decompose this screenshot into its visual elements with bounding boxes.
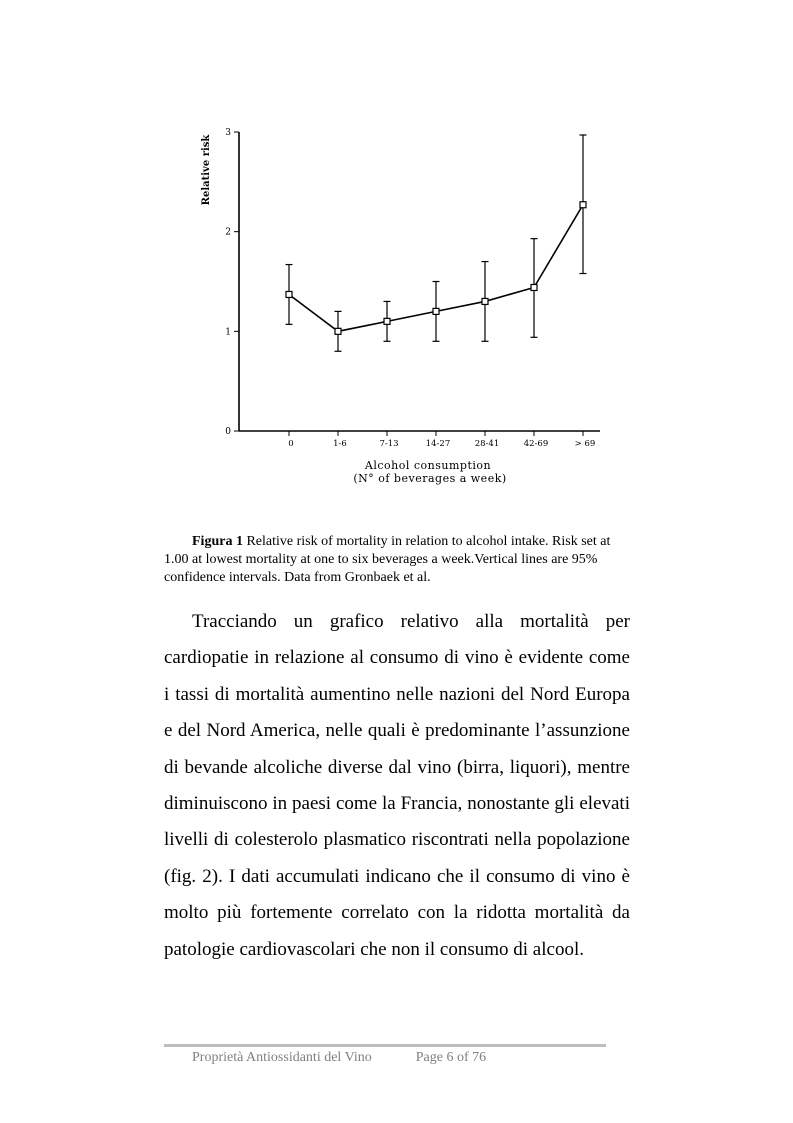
- x-tick-label: 0: [288, 439, 294, 449]
- data-point: [433, 308, 439, 314]
- y-tick-label: 3: [225, 128, 231, 138]
- x-tick-label: > 69: [574, 439, 596, 449]
- figure-1-chart: [190, 120, 610, 500]
- footer-divider: [164, 1044, 606, 1047]
- footer-document-title: Proprietà Antiossidanti del Vino: [192, 1050, 372, 1065]
- y-tick-label: 2: [225, 227, 231, 238]
- body-paragraph-text: Tracciando un grafico relativo alla mortalità per cardiopatie in relazione al consumo di vino è evidente come i tassi di mortalità aumentino nelle nazioni del Nord Europa e del Nord America, nelle quali è predominante l’assunzione di bevande alcoliche diverse dal vino (birra, liquori), mentre diminuiscono in paesi come la Francia, nonostante gli elevati livelli di colesterolo plasmatico riscontrati nella popolazione (fig. 2). I dati accumulati indicano che il consumo di vino è molto più fortemente correlato con la ridotta mortalità da patologie cardiovascolari che non il consumo di alcool.: [164, 611, 630, 960]
- x-tick-label: 7-13: [379, 439, 399, 449]
- body-paragraph: [164, 604, 630, 968]
- page-footer: [192, 1050, 486, 1066]
- data-point: [335, 328, 341, 334]
- x-axis-title: Alcohol consumption: [364, 459, 492, 472]
- x-tick-label: 28-41: [474, 439, 500, 449]
- data-point: [482, 298, 488, 304]
- figure-caption: [164, 533, 632, 587]
- y-tick-label: 1: [225, 327, 231, 338]
- footer-page-number: Page 6 of 76: [415, 1050, 487, 1065]
- data-point: [384, 318, 390, 324]
- relative-risk-chart: [190, 120, 610, 500]
- figure-label: Figura 1: [192, 534, 243, 549]
- data-point: [531, 284, 537, 290]
- figure-caption-text: Relative risk of mortality in relation to alcohol intake. Risk set at 1.00 at lowest mortality at one to six beverages a week.Vertical lines are 95% confidence intervals. Data from Gronbaek et al.: [164, 534, 611, 585]
- y-tick-label: 0: [225, 427, 231, 437]
- y-axis-title: Relative risk: [201, 134, 212, 206]
- data-point: [580, 202, 586, 208]
- x-axis-subtitle: (N° of beverages a week): [353, 472, 507, 485]
- x-tick-label: 14-27: [425, 439, 451, 449]
- data-point: [286, 291, 292, 297]
- x-tick-label: 42-69: [523, 439, 549, 449]
- x-tick-label: 1-6: [333, 439, 347, 449]
